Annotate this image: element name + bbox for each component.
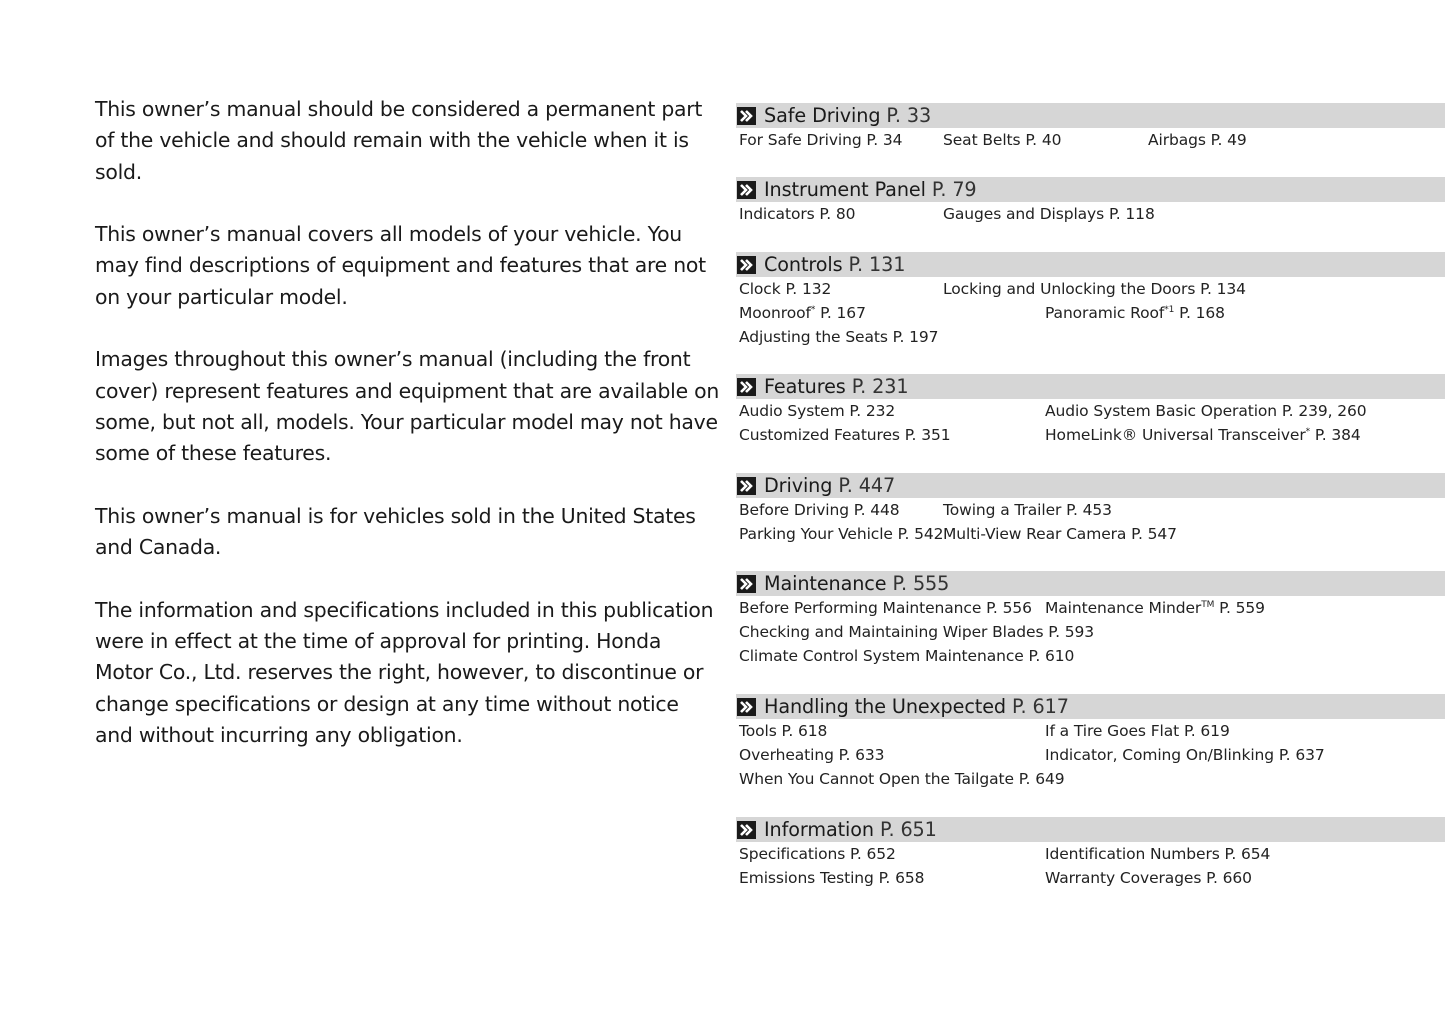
toc-link-label: Indicator, Coming On/Blinking (1045, 746, 1275, 764)
toc-row (736, 866, 1445, 890)
toc-link[interactable] (739, 277, 831, 301)
section-page: P. 79 (925, 178, 977, 201)
section-title[interactable] (764, 103, 931, 128)
toc-link-label: Emissions Testing (739, 869, 874, 887)
toc-link-label: Clock (739, 280, 781, 298)
toc-link[interactable] (739, 620, 1094, 644)
section-title-text: Features (764, 375, 846, 398)
toc-link-label: Identification Numbers (1045, 845, 1220, 863)
section-header[interactable] (736, 374, 1445, 399)
toc-link-label: Adjusting the Seats (739, 328, 888, 346)
toc-link-page: P. 453 (1066, 501, 1112, 519)
toc-link[interactable] (943, 277, 1246, 301)
toc-link-label: Locking and Unlocking the Doors (943, 280, 1196, 298)
toc-link[interactable] (943, 202, 1155, 226)
toc-link-page: P. 448 (853, 501, 900, 519)
section-title[interactable] (764, 817, 937, 842)
toc-link[interactable] (739, 842, 896, 866)
toc-link-label: Seat Belts (943, 131, 1021, 149)
toc-link-page: P. 118 (1108, 205, 1155, 223)
toc-link[interactable] (739, 498, 900, 522)
section-page: P. 33 (880, 104, 932, 127)
toc-row (736, 128, 1445, 152)
section-title[interactable] (764, 694, 1069, 719)
toc-link[interactable] (1045, 423, 1361, 447)
right-arrow-box-icon (737, 821, 756, 839)
toc-link-page: P. 618 (781, 722, 828, 740)
toc-link[interactable] (739, 325, 938, 349)
toc-section (736, 817, 1445, 890)
toc-link[interactable] (739, 202, 855, 226)
toc-link[interactable] (1045, 866, 1252, 890)
section-title-text: Handling the Unexpected (764, 695, 1006, 718)
section-title[interactable] (764, 252, 905, 277)
intro-paragraph: Images throughout this owner’s manual (including the front cover) represent features and equipment that are available on some, but not all, models. Your particular model may not have some of these features. (95, 347, 719, 466)
toc-section (736, 374, 1445, 447)
section-title-text: Driving (764, 474, 833, 497)
toc-link-page: P. 239, 260 (1281, 402, 1367, 420)
section-header[interactable] (736, 571, 1445, 596)
toc-link-label: Audio System (739, 402, 845, 420)
section-title-text: Maintenance (764, 572, 887, 595)
section-title[interactable] (764, 374, 909, 399)
footnote-marker: *1 (1164, 305, 1175, 315)
right-arrow-box-icon (737, 698, 756, 716)
toc-row (736, 842, 1445, 866)
footnote-marker: * (810, 305, 816, 315)
toc-link[interactable] (1045, 399, 1367, 423)
toc-link-page: P. 593 (1048, 623, 1095, 641)
toc-link[interactable] (739, 866, 924, 890)
toc-link-label: Multi-View Rear Camera (943, 525, 1127, 543)
section-page: P. 617 (1006, 695, 1069, 718)
toc-link[interactable] (739, 719, 827, 743)
toc-section (736, 177, 1445, 226)
toc-link-page: P. 547 (1131, 525, 1177, 543)
toc-link[interactable] (739, 596, 1032, 620)
toc-link-page: P. 658 (878, 869, 925, 887)
intro-text (95, 94, 720, 783)
toc-link[interactable] (739, 301, 866, 325)
intro-paragraph: The information and specifications included in this publication were in effect at the time of approval for printing. Honda Motor Co., Ltd. reserves the right, however, to discontinue or change specifications or design at any time without notice and without incurring any obligation. (95, 597, 714, 747)
toc-link[interactable] (739, 128, 902, 152)
toc-row (736, 644, 1445, 668)
toc-link-page: P. 542 (897, 525, 944, 543)
toc-link-page: P. 167 (820, 304, 866, 322)
toc-link[interactable] (739, 522, 943, 546)
toc-section (736, 103, 1445, 152)
toc-row (736, 743, 1445, 767)
footnote-marker: * (1305, 427, 1311, 437)
right-arrow-box-icon (737, 477, 756, 495)
toc-section (736, 571, 1445, 668)
toc-link-page: P. 556 (986, 599, 1032, 617)
toc-link-label: HomeLink® Universal Transceiver (1045, 426, 1306, 444)
right-arrow-box-icon (737, 575, 756, 593)
toc-link-page: P. 49 (1210, 131, 1247, 149)
toc-link[interactable] (1045, 743, 1325, 767)
toc-link-page: P. 633 (838, 746, 885, 764)
toc-link-label: Towing a Trailer (943, 501, 1062, 519)
section-title-text: Controls (764, 253, 843, 276)
toc-link-page: P. 619 (1183, 722, 1230, 740)
toc-section (736, 252, 1445, 349)
toc-link-label: Before Driving (739, 501, 849, 519)
toc-link[interactable] (1148, 128, 1247, 152)
toc-link[interactable] (1045, 301, 1225, 325)
right-arrow-box-icon (737, 256, 756, 274)
section-page: P. 651 (873, 818, 937, 841)
toc-link-page: P. 197 (892, 328, 939, 346)
section-title-text: Information (764, 818, 874, 841)
toc-row (736, 596, 1445, 620)
section-title[interactable] (764, 177, 977, 202)
toc-link-label: Maintenance Minder (1045, 599, 1202, 617)
toc-link-label: Overheating (739, 746, 834, 764)
toc-section (736, 694, 1445, 791)
toc-link-label: Airbags (1148, 131, 1206, 149)
right-arrow-box-icon (737, 378, 756, 396)
toc-link-label: Customized Features (739, 426, 900, 444)
toc-link[interactable] (739, 399, 895, 423)
section-header[interactable] (736, 694, 1445, 719)
toc-link-page: P. 351 (904, 426, 951, 444)
toc-section (736, 473, 1445, 546)
toc-link-label: Indicators (739, 205, 815, 223)
toc-link-page: P. 660 (1206, 869, 1252, 887)
toc-link[interactable] (943, 522, 1177, 546)
right-arrow-box-icon (737, 107, 756, 125)
toc-link-label: Checking and Maintaining Wiper Blades (739, 623, 1044, 641)
toc-link-page: P. 654 (1224, 845, 1271, 863)
section-header[interactable] (736, 817, 1445, 842)
section-title[interactable] (764, 473, 895, 498)
toc-link-page: P. 168 (1179, 304, 1225, 322)
toc-link-label: If a Tire Goes Flat (1045, 722, 1180, 740)
right-arrow-box-icon (737, 181, 756, 199)
toc-link[interactable] (943, 128, 1061, 152)
toc-link-page: P. 649 (1018, 770, 1065, 788)
toc-link-label: Audio System Basic Operation (1045, 402, 1278, 420)
toc-link-page: P. 40 (1025, 131, 1062, 149)
toc-link-label: Climate Control System Maintenance (739, 647, 1024, 665)
toc-link[interactable] (1045, 842, 1270, 866)
section-header[interactable] (736, 252, 1445, 277)
toc-link-page: P. 384 (1314, 426, 1361, 444)
toc-row (736, 301, 1445, 325)
toc-link[interactable] (739, 644, 1074, 668)
toc-link-label: Panoramic Roof (1045, 304, 1165, 322)
toc-link-label: For Safe Driving (739, 131, 862, 149)
section-page: P. 555 (886, 572, 950, 595)
toc-link-page: P. 132 (785, 280, 832, 298)
section-title[interactable] (764, 571, 949, 596)
toc-row (736, 399, 1445, 423)
toc-row (736, 202, 1445, 226)
section-page: P. 131 (842, 253, 906, 276)
toc-link-label: Gauges and Displays (943, 205, 1105, 223)
toc-row (736, 325, 1445, 349)
intro-paragraph: This owner’s manual is for vehicles sold in the United States and Canada. (95, 503, 696, 560)
toc-link-page: P. 559 (1219, 599, 1265, 617)
toc-link[interactable] (1045, 719, 1230, 743)
toc-link[interactable] (739, 423, 950, 447)
toc-row (736, 498, 1445, 522)
section-page: P. 447 (832, 474, 896, 497)
section-header[interactable] (736, 473, 1445, 498)
toc-link-page: P. 80 (819, 205, 856, 223)
intro-paragraph: This owner’s manual should be considered a permanent part of the vehicle and should remain with the vehicle when it is sold. (95, 97, 703, 184)
toc-link[interactable] (739, 743, 884, 767)
section-page: P. 231 (845, 375, 909, 398)
toc-row (736, 277, 1445, 301)
intro-paragraph: This owner’s manual covers all models of your vehicle. You may find descriptions of equipment and features that are not on your particular model. (95, 222, 706, 309)
toc-link-label: Parking Your Vehicle (739, 525, 893, 543)
toc-link-page: P. 652 (850, 845, 896, 863)
toc-link-page: P. 232 (849, 402, 896, 420)
footnote-marker: TM (1201, 600, 1215, 610)
toc-row (736, 620, 1445, 644)
toc-link[interactable] (1045, 596, 1265, 620)
toc-link-label: Moonroof (739, 304, 811, 322)
toc-link[interactable] (739, 767, 1065, 791)
section-header[interactable] (736, 103, 1445, 128)
toc-row (736, 767, 1445, 791)
toc-link-page: P. 34 (866, 131, 903, 149)
toc-row (736, 423, 1445, 447)
toc-link-label: Specifications (739, 845, 846, 863)
toc-link-page: P. 637 (1278, 746, 1325, 764)
section-header[interactable] (736, 177, 1445, 202)
toc-link-page: P. 134 (1200, 280, 1246, 298)
toc-link-label: When You Cannot Open the Tailgate (739, 770, 1014, 788)
toc-row (736, 719, 1445, 743)
toc-link-label: Tools (739, 722, 777, 740)
section-title-text: Instrument Panel (764, 178, 926, 201)
toc-link-page: P. 610 (1028, 647, 1075, 665)
table-of-contents (736, 0, 1445, 1019)
toc-link-label: Before Performing Maintenance (739, 599, 982, 617)
toc-link-label: Warranty Coverages (1045, 869, 1202, 887)
toc-link[interactable] (943, 498, 1112, 522)
section-title-text: Safe Driving (764, 104, 881, 127)
toc-row (736, 522, 1445, 546)
